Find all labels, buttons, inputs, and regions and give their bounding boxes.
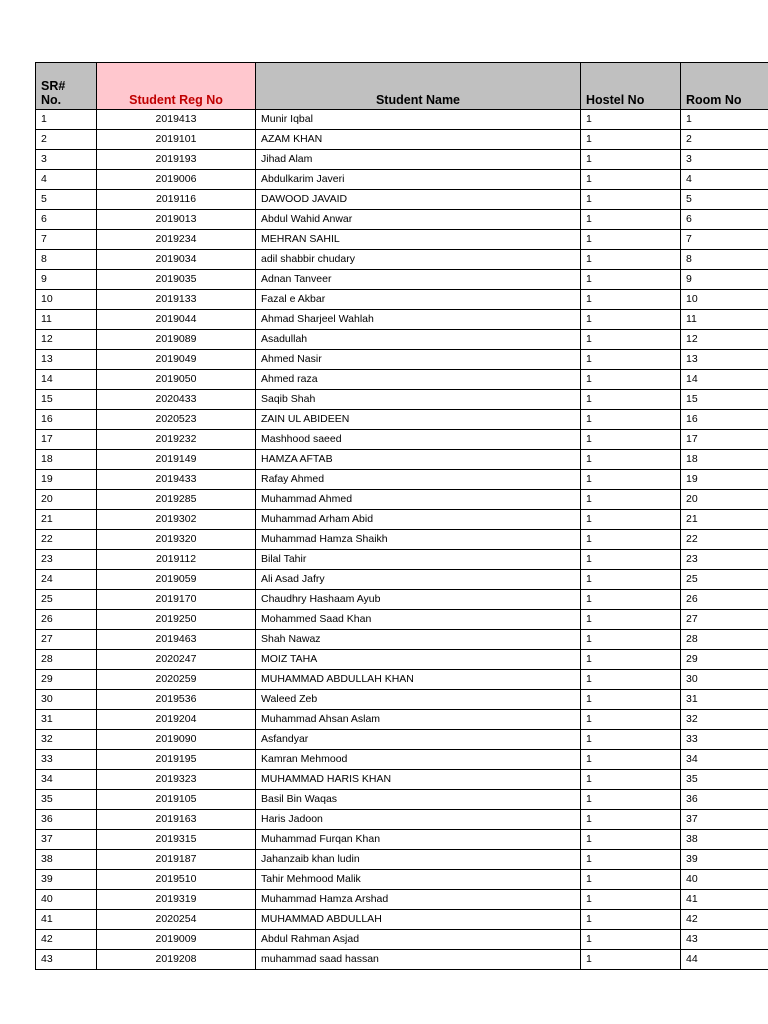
- cell-reg-no: 2019250: [97, 610, 256, 630]
- cell-student-name: HAMZA AFTAB: [256, 450, 581, 470]
- cell-hostel-no: 1: [581, 390, 681, 410]
- cell-room-no: 1: [681, 110, 768, 130]
- cell-reg-no: 2019013: [97, 210, 256, 230]
- cell-reg-no: 2019059: [97, 570, 256, 590]
- table-row: [36, 870, 768, 890]
- cell-room-no: 19: [681, 470, 768, 490]
- cell-hostel-no: 1: [581, 110, 681, 130]
- table-row: [36, 570, 768, 590]
- cell-reg-no: 2019302: [97, 510, 256, 530]
- table-row: [36, 150, 768, 170]
- cell-reg-no: 2019536: [97, 690, 256, 710]
- cell-sr-no: 38: [36, 850, 97, 870]
- table-row: [36, 110, 768, 130]
- cell-room-no: 44: [681, 950, 768, 970]
- cell-reg-no: 2019315: [97, 830, 256, 850]
- cell-sr-no: 18: [36, 450, 97, 470]
- table-row: [36, 530, 768, 550]
- cell-student-name: ZAIN UL ABIDEEN: [256, 410, 581, 430]
- cell-student-name: Tahir Mehmood Malik: [256, 870, 581, 890]
- table-row: [36, 250, 768, 270]
- cell-room-no: 35: [681, 770, 768, 790]
- cell-student-name: Muhammad Ahsan Aslam: [256, 710, 581, 730]
- table-row: [36, 950, 768, 970]
- cell-hostel-no: 1: [581, 670, 681, 690]
- table-body: [36, 110, 768, 970]
- cell-student-name: MUHAMMAD ABDULLAH KHAN: [256, 670, 581, 690]
- cell-reg-no: 2019112: [97, 550, 256, 570]
- cell-reg-no: 2019193: [97, 150, 256, 170]
- cell-room-no: 18: [681, 450, 768, 470]
- table-row: [36, 930, 768, 950]
- table-row: [36, 370, 768, 390]
- cell-hostel-no: 1: [581, 350, 681, 370]
- cell-hostel-no: 1: [581, 310, 681, 330]
- table-row: [36, 770, 768, 790]
- cell-student-name: Jahanzaib khan ludin: [256, 850, 581, 870]
- cell-room-no: 29: [681, 650, 768, 670]
- cell-room-no: 23: [681, 550, 768, 570]
- cell-reg-no: 2019433: [97, 470, 256, 490]
- cell-reg-no: 2019208: [97, 950, 256, 970]
- cell-sr-no: 7: [36, 230, 97, 250]
- cell-hostel-no: 1: [581, 190, 681, 210]
- cell-hostel-no: 1: [581, 890, 681, 910]
- cell-hostel-no: 1: [581, 590, 681, 610]
- cell-student-name: Abdul Wahid Anwar: [256, 210, 581, 230]
- table-row: [36, 650, 768, 670]
- cell-student-name: MUHAMMAD HARIS KHAN: [256, 770, 581, 790]
- cell-sr-no: 32: [36, 730, 97, 750]
- cell-room-no: 32: [681, 710, 768, 730]
- cell-hostel-no: 1: [581, 490, 681, 510]
- cell-room-no: 28: [681, 630, 768, 650]
- cell-hostel-no: 1: [581, 370, 681, 390]
- cell-student-name: Muhammad Arham Abid: [256, 510, 581, 530]
- cell-student-name: Jihad Alam: [256, 150, 581, 170]
- cell-hostel-no: 1: [581, 850, 681, 870]
- cell-hostel-no: 1: [581, 430, 681, 450]
- cell-hostel-no: 1: [581, 830, 681, 850]
- cell-sr-no: 39: [36, 870, 97, 890]
- table-row: [36, 510, 768, 530]
- cell-room-no: 12: [681, 330, 768, 350]
- cell-student-name: Muhammad Furqan Khan: [256, 830, 581, 850]
- table-row: [36, 710, 768, 730]
- cell-student-name: Rafay Ahmed: [256, 470, 581, 490]
- cell-hostel-no: 1: [581, 470, 681, 490]
- cell-reg-no: 2019006: [97, 170, 256, 190]
- cell-reg-no: 2019319: [97, 890, 256, 910]
- table-row: [36, 890, 768, 910]
- table-row: [36, 630, 768, 650]
- cell-reg-no: 2019510: [97, 870, 256, 890]
- table-row: [36, 690, 768, 710]
- cell-hostel-no: 1: [581, 170, 681, 190]
- table-row: [36, 490, 768, 510]
- cell-hostel-no: 1: [581, 330, 681, 350]
- cell-hostel-no: 1: [581, 930, 681, 950]
- table-row: [36, 270, 768, 290]
- cell-hostel-no: 1: [581, 250, 681, 270]
- cell-reg-no: 2020247: [97, 650, 256, 670]
- cell-room-no: 34: [681, 750, 768, 770]
- cell-hostel-no: 1: [581, 510, 681, 530]
- table-row: [36, 310, 768, 330]
- cell-hostel-no: 1: [581, 690, 681, 710]
- cell-student-name: Ali Asad Jafry: [256, 570, 581, 590]
- cell-room-no: 6: [681, 210, 768, 230]
- cell-reg-no: 2019163: [97, 810, 256, 830]
- cell-reg-no: 2019089: [97, 330, 256, 350]
- cell-reg-no: 2020433: [97, 390, 256, 410]
- cell-reg-no: 2019285: [97, 490, 256, 510]
- table-row: [36, 590, 768, 610]
- cell-sr-no: 9: [36, 270, 97, 290]
- cell-hostel-no: 1: [581, 750, 681, 770]
- cell-reg-no: 2019034: [97, 250, 256, 270]
- cell-room-no: 31: [681, 690, 768, 710]
- cell-student-name: MUHAMMAD ABDULLAH: [256, 910, 581, 930]
- cell-student-name: DAWOOD JAVAID: [256, 190, 581, 210]
- cell-hostel-no: 1: [581, 810, 681, 830]
- cell-reg-no: 2019009: [97, 930, 256, 950]
- cell-sr-no: 2: [36, 130, 97, 150]
- table-row: [36, 130, 768, 150]
- cell-room-no: 16: [681, 410, 768, 430]
- cell-reg-no: 2019149: [97, 450, 256, 470]
- cell-hostel-no: 1: [581, 610, 681, 630]
- header-row: [36, 63, 768, 110]
- cell-hostel-no: 1: [581, 770, 681, 790]
- cell-student-name: Haris Jadoon: [256, 810, 581, 830]
- header-student-reg-no: Student Reg No: [97, 63, 256, 110]
- cell-sr-no: 35: [36, 790, 97, 810]
- cell-room-no: 3: [681, 150, 768, 170]
- cell-student-name: Kamran Mehmood: [256, 750, 581, 770]
- cell-sr-no: 4: [36, 170, 97, 190]
- cell-sr-no: 6: [36, 210, 97, 230]
- cell-student-name: Bilal Tahir: [256, 550, 581, 570]
- table-row: [36, 190, 768, 210]
- cell-room-no: 20: [681, 490, 768, 510]
- cell-student-name: Fazal e Akbar: [256, 290, 581, 310]
- cell-student-name: Munir Iqbal: [256, 110, 581, 130]
- cell-student-name: Basil Bin Waqas: [256, 790, 581, 810]
- table-row: [36, 290, 768, 310]
- cell-student-name: Asadullah: [256, 330, 581, 350]
- cell-student-name: Muhammad Ahmed: [256, 490, 581, 510]
- cell-student-name: Abdul Rahman Asjad: [256, 930, 581, 950]
- table-row: [36, 470, 768, 490]
- cell-hostel-no: 1: [581, 150, 681, 170]
- cell-reg-no: 2019170: [97, 590, 256, 610]
- cell-sr-no: 24: [36, 570, 97, 590]
- table-row: [36, 790, 768, 810]
- cell-sr-no: 16: [36, 410, 97, 430]
- cell-reg-no: 2019035: [97, 270, 256, 290]
- table-row: [36, 450, 768, 470]
- table-row: [36, 170, 768, 190]
- cell-hostel-no: 1: [581, 130, 681, 150]
- cell-student-name: Ahmad Sharjeel Wahlah: [256, 310, 581, 330]
- cell-room-no: 38: [681, 830, 768, 850]
- cell-room-no: 10: [681, 290, 768, 310]
- table-row: [36, 210, 768, 230]
- table-row: [36, 230, 768, 250]
- cell-sr-no: 14: [36, 370, 97, 390]
- cell-room-no: 41: [681, 890, 768, 910]
- cell-sr-no: 8: [36, 250, 97, 270]
- cell-sr-no: 33: [36, 750, 97, 770]
- cell-hostel-no: 1: [581, 210, 681, 230]
- cell-student-name: muhammad saad hassan: [256, 950, 581, 970]
- cell-hostel-no: 1: [581, 790, 681, 810]
- cell-sr-no: 23: [36, 550, 97, 570]
- table-row: [36, 810, 768, 830]
- table-row: [36, 350, 768, 370]
- cell-reg-no: 2019195: [97, 750, 256, 770]
- cell-room-no: 40: [681, 870, 768, 890]
- cell-reg-no: 2019090: [97, 730, 256, 750]
- cell-room-no: 15: [681, 390, 768, 410]
- cell-hostel-no: 1: [581, 530, 681, 550]
- cell-room-no: 30: [681, 670, 768, 690]
- cell-hostel-no: 1: [581, 570, 681, 590]
- cell-student-name: Ahmed Nasir: [256, 350, 581, 370]
- cell-sr-no: 41: [36, 910, 97, 930]
- cell-reg-no: 2019105: [97, 790, 256, 810]
- cell-reg-no: 2019044: [97, 310, 256, 330]
- table-row: [36, 390, 768, 410]
- cell-hostel-no: 1: [581, 230, 681, 250]
- cell-sr-no: 40: [36, 890, 97, 910]
- cell-room-no: 21: [681, 510, 768, 530]
- cell-sr-no: 21: [36, 510, 97, 530]
- cell-reg-no: 2019050: [97, 370, 256, 390]
- cell-sr-no: 34: [36, 770, 97, 790]
- cell-sr-no: 26: [36, 610, 97, 630]
- table-row: [36, 410, 768, 430]
- cell-student-name: Abdulkarim Javeri: [256, 170, 581, 190]
- cell-hostel-no: 1: [581, 650, 681, 670]
- cell-hostel-no: 1: [581, 870, 681, 890]
- cell-room-no: 2: [681, 130, 768, 150]
- cell-room-no: 13: [681, 350, 768, 370]
- cell-sr-no: 20: [36, 490, 97, 510]
- cell-student-name: AZAM KHAN: [256, 130, 581, 150]
- table-row: [36, 730, 768, 750]
- cell-room-no: 27: [681, 610, 768, 630]
- cell-hostel-no: 1: [581, 910, 681, 930]
- header-sr-line2: No.: [41, 93, 62, 107]
- cell-reg-no: 2019187: [97, 850, 256, 870]
- table-row: [36, 610, 768, 630]
- cell-hostel-no: 1: [581, 290, 681, 310]
- cell-room-no: 22: [681, 530, 768, 550]
- cell-sr-no: 43: [36, 950, 97, 970]
- cell-student-name: Adnan Tanveer: [256, 270, 581, 290]
- cell-room-no: 26: [681, 590, 768, 610]
- cell-room-no: 43: [681, 930, 768, 950]
- table-row: [36, 670, 768, 690]
- header-room-no: Room No: [681, 63, 768, 110]
- cell-reg-no: 2019133: [97, 290, 256, 310]
- cell-student-name: Mohammed Saad Khan: [256, 610, 581, 630]
- cell-reg-no: 2019413: [97, 110, 256, 130]
- cell-sr-no: 17: [36, 430, 97, 450]
- cell-sr-no: 29: [36, 670, 97, 690]
- cell-room-no: 11: [681, 310, 768, 330]
- cell-room-no: 17: [681, 430, 768, 450]
- cell-sr-no: 5: [36, 190, 97, 210]
- cell-sr-no: 11: [36, 310, 97, 330]
- cell-room-no: 42: [681, 910, 768, 930]
- cell-reg-no: 2019463: [97, 630, 256, 650]
- cell-student-name: Saqib Shah: [256, 390, 581, 410]
- cell-reg-no: 2019232: [97, 430, 256, 450]
- cell-room-no: 5: [681, 190, 768, 210]
- cell-student-name: MEHRAN SAHIL: [256, 230, 581, 250]
- table-row: [36, 910, 768, 930]
- cell-sr-no: 25: [36, 590, 97, 610]
- cell-room-no: 39: [681, 850, 768, 870]
- cell-sr-no: 27: [36, 630, 97, 650]
- cell-reg-no: 2019101: [97, 130, 256, 150]
- cell-room-no: 4: [681, 170, 768, 190]
- header-student-name: Student Name: [256, 63, 581, 110]
- cell-hostel-no: 1: [581, 410, 681, 430]
- table-row: [36, 430, 768, 450]
- cell-reg-no: 2019323: [97, 770, 256, 790]
- table-row: [36, 750, 768, 770]
- cell-room-no: 8: [681, 250, 768, 270]
- cell-hostel-no: 1: [581, 630, 681, 650]
- cell-hostel-no: 1: [581, 710, 681, 730]
- cell-sr-no: 22: [36, 530, 97, 550]
- cell-sr-no: 31: [36, 710, 97, 730]
- cell-sr-no: 13: [36, 350, 97, 370]
- cell-reg-no: 2019049: [97, 350, 256, 370]
- cell-sr-no: 36: [36, 810, 97, 830]
- cell-student-name: Chaudhry Hashaam Ayub: [256, 590, 581, 610]
- cell-room-no: 36: [681, 790, 768, 810]
- cell-reg-no: 2019116: [97, 190, 256, 210]
- header-hostel-no: Hostel No: [581, 63, 681, 110]
- table-row: [36, 550, 768, 570]
- cell-reg-no: 2020523: [97, 410, 256, 430]
- cell-hostel-no: 1: [581, 270, 681, 290]
- cell-sr-no: 19: [36, 470, 97, 490]
- cell-student-name: Waleed Zeb: [256, 690, 581, 710]
- cell-sr-no: 12: [36, 330, 97, 350]
- cell-sr-no: 42: [36, 930, 97, 950]
- cell-reg-no: 2019234: [97, 230, 256, 250]
- cell-room-no: 7: [681, 230, 768, 250]
- header-sr-line1: SR#: [41, 79, 66, 93]
- cell-reg-no: 2019320: [97, 530, 256, 550]
- cell-room-no: 9: [681, 270, 768, 290]
- cell-room-no: 37: [681, 810, 768, 830]
- cell-sr-no: 15: [36, 390, 97, 410]
- table-row: [36, 830, 768, 850]
- cell-hostel-no: 1: [581, 450, 681, 470]
- cell-hostel-no: 1: [581, 550, 681, 570]
- header-sr-no: [36, 63, 97, 110]
- cell-student-name: Muhammad Hamza Shaikh: [256, 530, 581, 550]
- cell-student-name: Ahmed raza: [256, 370, 581, 390]
- cell-hostel-no: 1: [581, 730, 681, 750]
- cell-sr-no: 28: [36, 650, 97, 670]
- cell-student-name: MOIZ TAHA: [256, 650, 581, 670]
- cell-reg-no: 2019204: [97, 710, 256, 730]
- cell-reg-no: 2020254: [97, 910, 256, 930]
- cell-room-no: 33: [681, 730, 768, 750]
- cell-student-name: adil shabbir chudary: [256, 250, 581, 270]
- cell-student-name: Shah Nawaz: [256, 630, 581, 650]
- cell-sr-no: 3: [36, 150, 97, 170]
- table-row: [36, 850, 768, 870]
- cell-student-name: Muhammad Hamza Arshad: [256, 890, 581, 910]
- cell-sr-no: 30: [36, 690, 97, 710]
- cell-hostel-no: 1: [581, 950, 681, 970]
- cell-sr-no: 10: [36, 290, 97, 310]
- table-row: [36, 330, 768, 350]
- cell-sr-no: 37: [36, 830, 97, 850]
- hostel-allocation-table: [35, 62, 768, 970]
- cell-student-name: Asfandyar: [256, 730, 581, 750]
- cell-room-no: 25: [681, 570, 768, 590]
- cell-room-no: 14: [681, 370, 768, 390]
- cell-sr-no: 1: [36, 110, 97, 130]
- cell-reg-no: 2020259: [97, 670, 256, 690]
- cell-student-name: Mashhood saeed: [256, 430, 581, 450]
